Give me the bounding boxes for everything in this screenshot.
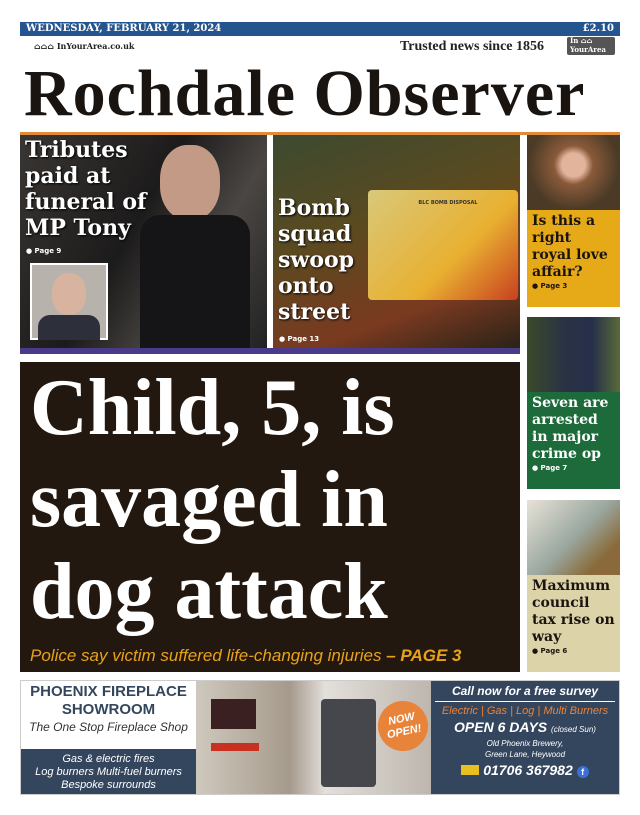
subhead-text: Police say victim suffered life-changing injuries xyxy=(30,646,382,665)
suit-shape xyxy=(140,215,250,348)
ad-types: Electric | Gas | Log | Multi Burners xyxy=(441,705,609,717)
ad-open-note: (closed Sun) xyxy=(551,725,596,734)
mourner-photo xyxy=(160,145,220,220)
story-tributes[interactable] xyxy=(20,135,267,348)
page-ref: ● Page 3 xyxy=(532,282,568,290)
side-story-council-tax[interactable] xyxy=(527,500,620,672)
ad-cta: Call now for a free survey xyxy=(435,684,615,702)
headline-line: Tributes xyxy=(25,137,128,163)
side-headline: Maximum council tax rise on way xyxy=(532,578,615,645)
tagline: Trusted news since 1856 xyxy=(400,39,545,54)
money-photo xyxy=(527,500,620,575)
page-ref-text: Page 7 xyxy=(540,464,568,472)
headline-line: paid at xyxy=(25,163,111,189)
fire-shape xyxy=(211,743,259,751)
bomb-disposal-van xyxy=(368,190,518,300)
ad-slogan: The One Stop Fireplace Shop xyxy=(29,720,188,734)
story-bomb-squad[interactable] xyxy=(273,135,520,348)
ad-name-line1: PHOENIX FIREPLACE xyxy=(30,683,187,700)
page-ref-text: Page 3 xyxy=(540,282,568,290)
mp-tony-inset-photo xyxy=(30,263,108,340)
side-caption xyxy=(527,575,620,672)
page-ref: ● Page 13 xyxy=(279,335,320,343)
ad-name-line2: SHOWROOM xyxy=(61,701,156,718)
page-ref: ● Page 7 xyxy=(532,464,568,472)
subhead-page: – PAGE 3 xyxy=(386,646,462,665)
date-bar xyxy=(20,22,620,36)
page-ref: ● Page 9 xyxy=(26,247,62,255)
ad-phone: 01706 367982 xyxy=(483,762,573,778)
badge-line2: YourArea xyxy=(570,44,606,54)
main-subhead xyxy=(30,646,462,666)
section-divider xyxy=(20,348,520,354)
page-ref: ● Page 6 xyxy=(532,647,568,655)
now-open-badge: NOW OPEN! xyxy=(373,696,432,755)
ad-address: Old Phoenix Brewery, xyxy=(486,739,564,748)
headline-line: swoop xyxy=(278,247,355,273)
issue-date: WEDNESDAY, FEBRUARY 21, 2024 xyxy=(26,23,222,34)
headline-line: savaged in xyxy=(30,456,388,544)
inyourarea-logo: ⌂⌂⌂ InYourArea.co.uk xyxy=(34,41,135,51)
page-ref-text: Page 13 xyxy=(287,335,320,343)
ad-feature: Log burners Multi-fuel burners xyxy=(35,766,182,778)
arrest-photo xyxy=(527,317,620,392)
royal-photo xyxy=(527,135,620,210)
side-caption xyxy=(527,210,620,307)
stove-shape xyxy=(321,699,376,787)
headline-line: onto xyxy=(278,273,334,299)
side-headline: Seven are arrested in major crime op xyxy=(532,395,609,462)
headline-line: squad xyxy=(278,221,352,247)
ad-open: OPEN 6 DAYS xyxy=(454,719,548,735)
fireplace-photo xyxy=(196,681,431,794)
side-story-arrests[interactable] xyxy=(527,317,620,489)
ad-brand xyxy=(21,681,196,749)
masthead-title: Rochdale Observer xyxy=(24,57,586,130)
headline-line: dog attack xyxy=(30,548,388,636)
headline-line: street xyxy=(278,299,351,325)
headline-line: Child, 5, is xyxy=(30,364,395,452)
tv-shape xyxy=(211,699,256,729)
inyourarea-text: InYourArea.co.uk xyxy=(56,41,135,51)
facebook-icon[interactable]: f xyxy=(577,766,589,778)
side-story-royal[interactable] xyxy=(527,135,620,307)
van-text: BLC BOMB DISPOSAL xyxy=(418,200,478,206)
side-headline: Is this a right royal love affair? xyxy=(532,213,608,280)
main-story[interactable] xyxy=(20,362,520,672)
price: £2.10 xyxy=(582,23,614,34)
main-headline xyxy=(30,362,510,638)
hetas-logo xyxy=(461,765,479,775)
ad-feature: Bespoke surrounds xyxy=(61,779,156,791)
ad-address: Green Lane, Heywood xyxy=(484,750,566,759)
fireplace-advert[interactable] xyxy=(20,680,620,795)
headline-line: funeral of xyxy=(25,189,147,215)
headline-line: Bomb xyxy=(278,195,350,221)
headline-line: MP Tony xyxy=(25,215,131,241)
side-caption xyxy=(527,392,620,489)
ad-feature: Gas & electric fires xyxy=(62,753,155,765)
ad-features xyxy=(21,749,196,794)
page-ref-text: Page 6 xyxy=(540,647,568,655)
page-ref-text: Page 9 xyxy=(34,247,62,255)
ad-contact xyxy=(431,681,619,794)
inyourarea-badge: In ⌂⌂ YourArea xyxy=(567,37,615,55)
badge-line1: In xyxy=(570,36,579,45)
